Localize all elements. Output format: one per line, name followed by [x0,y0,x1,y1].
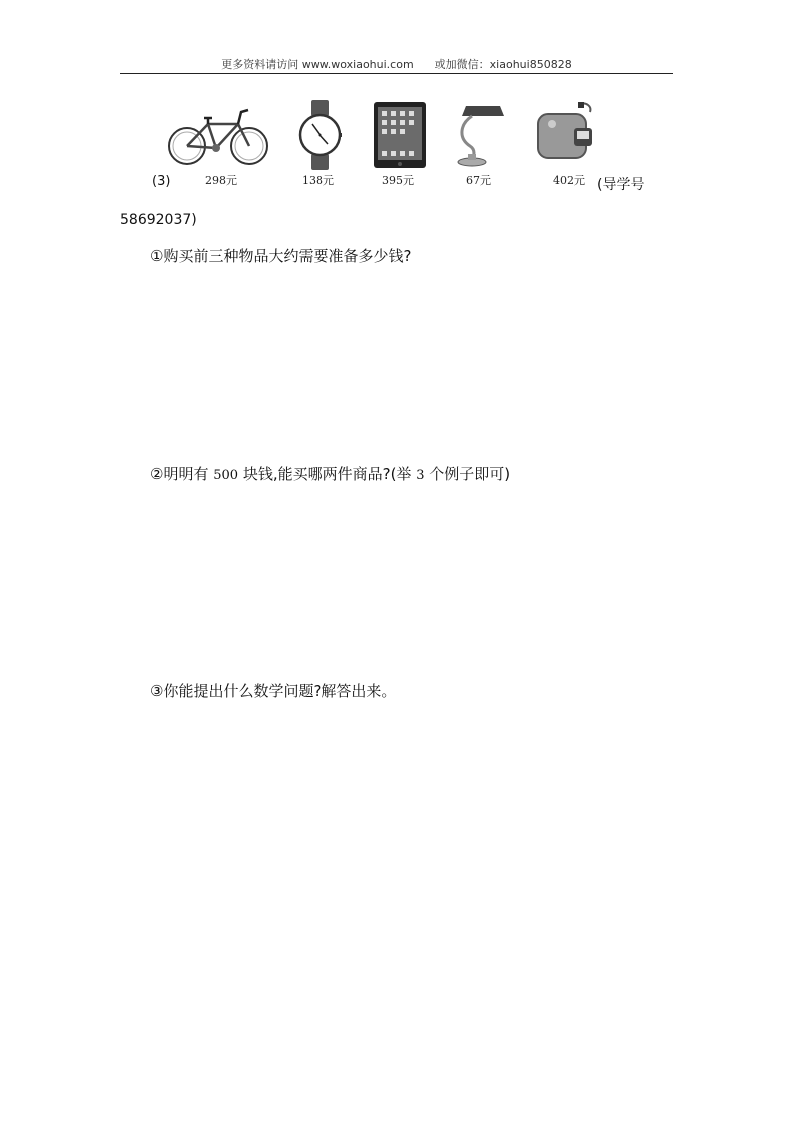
question-2-count: 3 [416,468,425,483]
camera-price: 402元 [553,174,585,187]
tablet-image [374,102,426,168]
bicycle-image [168,104,270,170]
camera-image [534,100,598,164]
wechat-label: 或加微信： [434,58,490,71]
tablet-price: 395元 [382,174,414,187]
question-2-amount: 500 [213,468,239,483]
watch-price: 138元 [302,174,334,187]
site-label: 更多资料请访问 [221,58,299,71]
question-2-middle: 块钱,能买哪两件商品?(举 [242,465,412,483]
bicycle-price: 298元 [205,174,237,187]
lamp-price: 67元 [466,174,491,187]
question-2-suffix: 个例子即可) [429,465,511,483]
problem-number: (3) [152,174,171,189]
guide-number: 58692037) [120,212,197,228]
question-2 [150,463,510,484]
question-2-prefix: ②明明有 [150,465,209,483]
watch-image [298,100,342,170]
page-header [120,56,673,72]
wechat-id: xiaohui850828 [489,58,572,71]
question-3: ③你能提出什么数学问题?解答出来。 [150,682,397,700]
guide-label: (导学号 [597,177,645,193]
site-url[interactable]: www.woxiaohui.com [301,58,414,71]
desk-lamp-image [452,102,506,168]
question-1: ①购买前三种物品大约需要准备多少钱? [150,247,412,265]
header-rule [120,73,673,74]
